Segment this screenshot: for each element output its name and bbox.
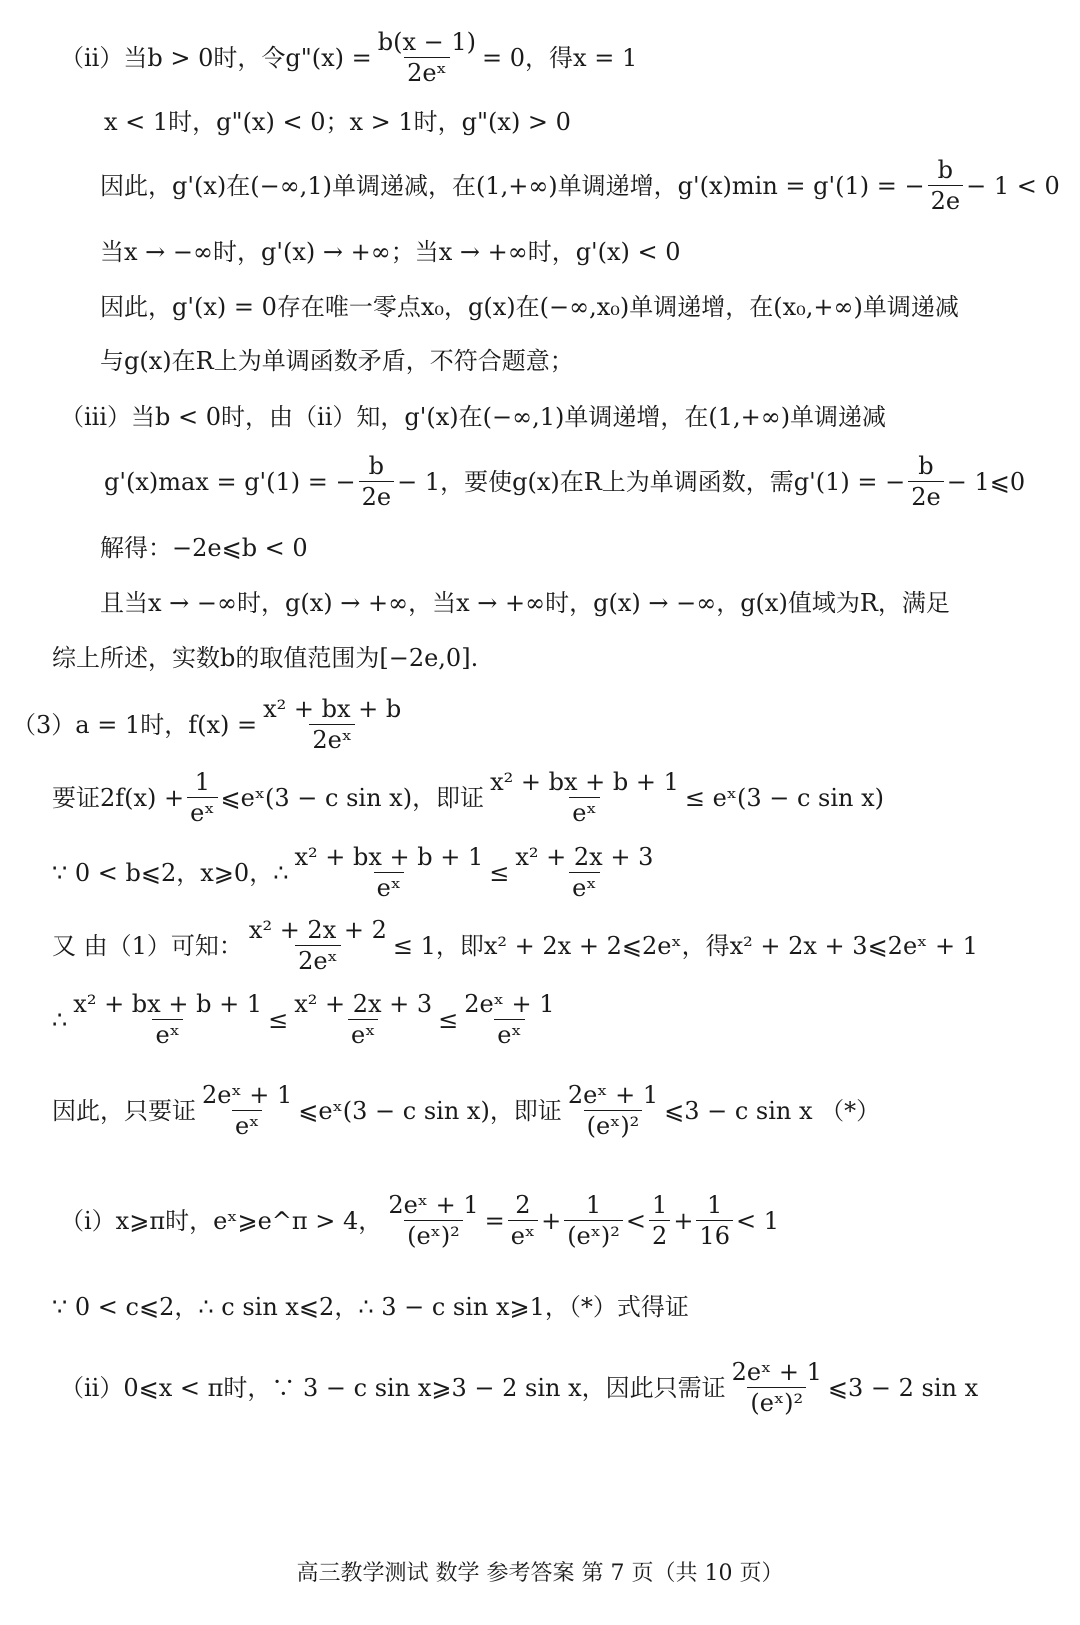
fraction: $\frac{b(x - 1)}{\text{2eˣ}}$ bbox=[377, 28, 477, 87]
text-line: ∵ 0 < b⩽2，x⩾0，∴ $\frac{\text{x² + bx + b + 1}}{\text{eˣ}}$ ≤ $\frac{\text{x² + 2x + 3}}{\text{eˣ}}$ bbox=[52, 845, 659, 900]
fraction: $\frac{\text{2eˣ + 1}}{\text{eˣ}}$ bbox=[464, 990, 555, 1049]
text-line: g'(x)max = g'(1) = − $\frac{b}{2e}$ − 1，要使g(x)在R上为单调函数，需g'(1) = − $\frac{b}{2e}$ − 1⩽0 bbox=[104, 452, 1026, 511]
text-line: （3）a = 1时，f(x) = $\frac{\text{x² + bx + b}}{\text{2eˣ}}$ bbox=[12, 697, 407, 752]
fraction: $\frac{b}{2e}$ bbox=[908, 454, 943, 509]
fraction: $\frac{1}{16}$ bbox=[696, 1193, 733, 1248]
text-line: （ii）0⩽x < π时，∵ 3 − c sin x⩾3 − 2 sin x，因此只需证 $\frac{\text{2eˣ + 1}}{\text{(eˣ)²}}$ ⩽3 − 2 sin x bbox=[60, 1358, 979, 1417]
text-line: 因此，只要证 $\frac{\text{2eˣ + 1}}{\text{eˣ}}$ ⩽eˣ(3 − c sin x)，即证 $\frac{\text{2eˣ + 1}}{\text{(eˣ)²}}$ ⩽3 − c sin x （*） bbox=[52, 1081, 881, 1140]
fraction: $\frac{\text{x² + 2x + 3}}{\text{eˣ}}$ bbox=[515, 843, 654, 902]
page-footer: 高三教学测试 数学 参考答案 第 7 页（共 10 页） bbox=[296, 1561, 784, 1586]
fraction: $\frac{1}{\text{eˣ}}$ bbox=[187, 770, 217, 825]
fraction: $\frac{\text{2eˣ + 1}}{\text{eˣ}}$ bbox=[202, 1081, 293, 1140]
text-line: 当x → −∞时，g'(x) → +∞；当x → +∞时，g'(x) < 0 bbox=[100, 238, 681, 266]
fraction: $\frac{\text{2eˣ + 1}}{\text{(eˣ)²}}$ bbox=[731, 1358, 822, 1417]
fraction: $\frac{b}{2e}$ bbox=[359, 454, 394, 509]
text-line: 解得：−2e⩽b < 0 bbox=[100, 534, 308, 562]
fraction: $\frac{\text{x² + bx + b + 1}}{\text{eˣ}}$ bbox=[294, 843, 484, 902]
fraction: $\frac{\text{x² + bx + b}}{\text{2eˣ}}$ bbox=[263, 695, 402, 754]
text-line: 因此，g'(x) = 0存在唯一零点x₀，g(x)在(−∞,x₀)单调递增，在(x₀,+∞)单调递减 bbox=[100, 293, 959, 321]
text-line: （ii）当b > 0时，令g"(x) = $\frac{b(x - 1)}{\text{2eˣ}}$ = 0，得x = 1 bbox=[60, 28, 638, 87]
fraction: $\frac{\text{x² + bx + b + 1}}{\text{eˣ}}$ bbox=[490, 768, 679, 827]
text-line: （i）x⩾π时，eˣ⩾e^π > 4， $\frac{\text{2eˣ + 1}}{\text{(eˣ)²}}$ = $\frac{2}{\text{eˣ}}$ + $\frac{1}{\text{(eˣ)²}}$ < $\frac{1}{2}$ + $\frac{1}{16}$ < 1 bbox=[60, 1191, 779, 1250]
fraction: $\frac{b}{2e}$ bbox=[928, 158, 963, 213]
text-line: 要证2f(x) + $\frac{1}{\text{eˣ}}$ ⩽eˣ(3 − c sin x)，即证 $\frac{\text{x² + bx + b + 1}}{\text{eˣ}}$ ≤ eˣ(3 − c sin x) bbox=[52, 768, 885, 827]
fraction: $\frac{\text{x² + bx + b + 1}}{\text{eˣ}}$ bbox=[73, 990, 263, 1049]
fraction: $\frac{1}{2}$ bbox=[649, 1193, 670, 1248]
fraction: $\frac{\text{x² + 2x + 2}}{\text{2eˣ}}$ bbox=[248, 916, 387, 975]
text-line: ∵ 0 < c⩽2，∴ c sin x⩽2，∴ 3 − c sin x⩾1，（*）式得证 bbox=[52, 1293, 689, 1321]
fraction: $\frac{\text{2eˣ + 1}}{\text{(eˣ)²}}$ bbox=[567, 1081, 659, 1140]
fraction: $\frac{2}{\text{eˣ}}$ bbox=[508, 1193, 538, 1248]
fraction: $\frac{\text{x² + 2x + 3}}{\text{eˣ}}$ bbox=[294, 990, 433, 1049]
text-line: x < 1时，g"(x) < 0；x > 1时，g"(x) > 0 bbox=[104, 108, 571, 136]
text-line: （iii）当b < 0时，由（ii）知，g'(x)在(−∞,1)单调递增，在(1,+∞)单调递减 bbox=[60, 403, 887, 431]
text-line: 综上所述，实数b的取值范围为[−2e,0]. bbox=[52, 644, 479, 672]
fraction: $\frac{\text{2eˣ + 1}}{\text{(eˣ)²}}$ bbox=[388, 1191, 479, 1250]
fraction: $\frac{1}{\text{(eˣ)²}}$ bbox=[564, 1193, 623, 1248]
text-line: ∴ $\frac{\text{x² + bx + b + 1}}{\text{eˣ}}$ ≤ $\frac{\text{x² + 2x + 3}}{\text{eˣ}}$ ≤ $\frac{\text{2eˣ + 1}}{\text{eˣ}}$ bbox=[52, 992, 561, 1047]
text-line: 因此，g'(x)在(−∞,1)单调递减，在(1,+∞)单调递增，g'(x)min = g'(1) = − $\frac{b}{2e}$ − 1 < 0 bbox=[100, 156, 1060, 215]
text-line: 又 由（1）可知： $\frac{\text{x² + 2x + 2}}{\text{2eˣ}}$ ≤ 1，即x² + 2x + 2⩽2eˣ，得x² + 2x + 3⩽2eˣ + 1 bbox=[52, 916, 978, 975]
text-line: 与g(x)在R上为单调函数矛盾，不符合题意； bbox=[100, 347, 574, 375]
text-line: 且当x → −∞时，g(x) → +∞，当x → +∞时，g(x) → −∞，g(x)值域为R，满足 bbox=[100, 589, 950, 617]
